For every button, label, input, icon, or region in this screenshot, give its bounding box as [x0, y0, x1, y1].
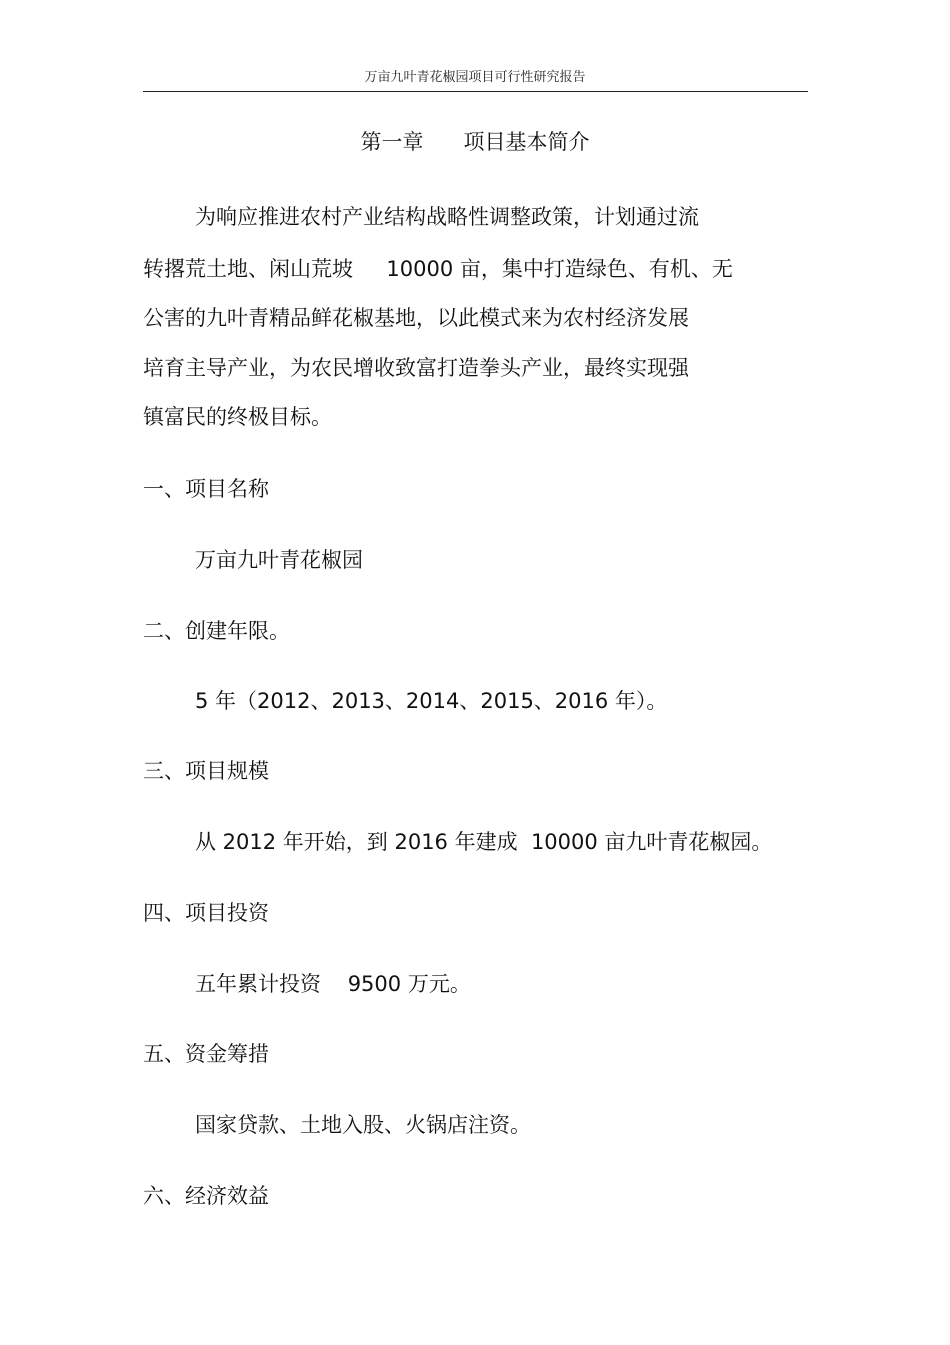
section-body: 万亩九叶青花椒园 [195, 548, 363, 572]
intro-line: 公害的九叶青精品鲜花椒基地，以此模式来为农村经济发展 [143, 306, 689, 330]
section-heading: 三、项目规模 [143, 759, 269, 783]
intro-line: 转撂荒土地、闲山荒坡 10000 亩，集中打造绿色、有机、无 [143, 257, 733, 281]
header-divider [143, 91, 808, 92]
chapter-title: 第一章 项目基本简介 [360, 130, 590, 154]
section-heading: 六、经济效益 [143, 1184, 269, 1208]
section-heading: 一、项目名称 [143, 477, 269, 501]
intro-line: 镇富民的终极目标。 [143, 405, 332, 429]
intro-line: 为响应推进农村产业结构战略性调整政策，计划通过流 [195, 205, 699, 229]
section-heading: 五、资金筹措 [143, 1042, 269, 1066]
section-body: 5 年（2012、2013、2014、2015、2016 年）。 [195, 689, 668, 713]
section-body: 五年累计投资 9500 万元。 [195, 972, 471, 996]
section-heading: 二、创建年限。 [143, 619, 290, 643]
section-body: 国家贷款、土地入股、火锅店注资。 [195, 1113, 531, 1137]
section-body: 从 2012 年开始，到 2016 年建成 10000 亩九叶青花椒园。 [195, 830, 773, 854]
running-header-title: 万亩九叶青花椒园项目可行性研究报告 [364, 70, 586, 85]
intro-line: 培育主导产业，为农民增收致富打造拳头产业，最终实现强 [143, 356, 689, 380]
section-heading: 四、项目投资 [143, 901, 269, 925]
